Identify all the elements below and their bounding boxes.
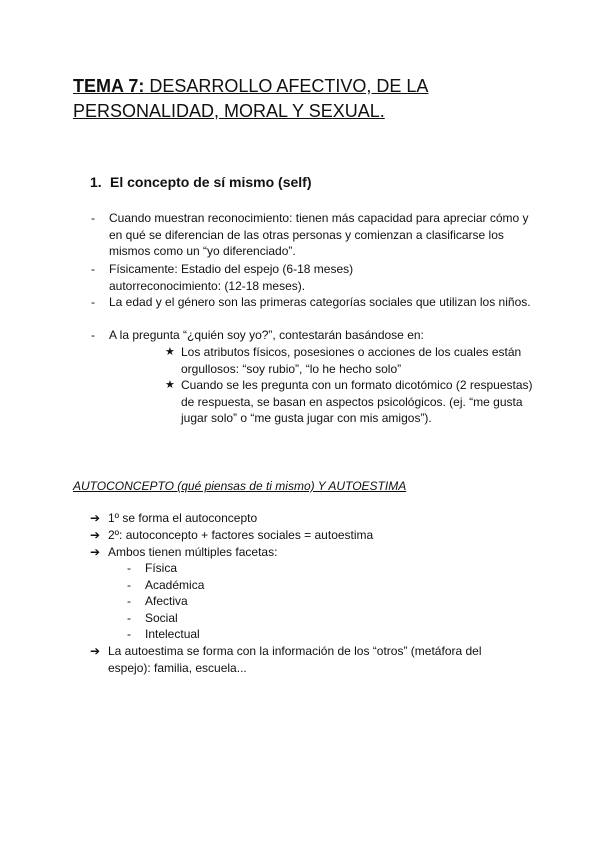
- list-item-text: Físicamente: Estadio del espejo (6-18 meses) autorreconocimiento: (12-18 meses).: [109, 262, 354, 293]
- dash-bullet: -: [91, 262, 95, 276]
- list-item-text: 1º se forma el autoconcepto: [108, 511, 258, 525]
- dash-bullet: -: [91, 328, 95, 342]
- dash-bullet: -: [127, 594, 131, 608]
- section-number: 1.: [90, 174, 102, 190]
- dash-bullet: -: [127, 561, 131, 575]
- list-item: [91, 210, 541, 260]
- title-text: DESARROLLO AFECTIVO, DE LA PERSONALIDAD, MORAL Y SEXUAL.: [73, 76, 429, 121]
- list-item-text: Ambos tienen múltiples facetas:: [108, 545, 278, 559]
- star-bullet-icon: ★: [165, 346, 175, 358]
- list-item-text: Los atributos físicos, posesiones o acciones de los cuales están orgullosos: “soy rubio”, “lo he hecho solo”: [181, 345, 522, 376]
- list-item: [91, 327, 541, 344]
- list-item-text: A la pregunta “¿quién soy yo?”, contestarán basándose en:: [109, 328, 424, 342]
- list-item: [90, 527, 510, 544]
- dash-bullet: -: [91, 295, 95, 309]
- list-item-text: Cuando muestran reconocimiento: tienen más capacidad para apreciar cómo y en qué se diferencian de las otras personas y comienzan a clasificarse los mismos como un “yo diferenciado”.: [109, 211, 529, 258]
- title-prefix: TEMA 7:: [73, 76, 145, 96]
- list-item-text: Cuando se les pregunta con un formato dicotómico (2 respuestas) de respuesta, se basan en aspectos psicológicos. (ej. “me gusta jugar solo” o “me gusta jugar con mis amigos”).: [181, 378, 533, 425]
- list-item: [165, 377, 535, 427]
- facet-label: Física: [145, 561, 178, 575]
- page-title: [73, 74, 533, 124]
- list-item: [165, 344, 535, 377]
- list-item-text: 2º: autoconcepto + factores sociales = autoestima: [108, 528, 374, 542]
- list-item: [91, 261, 391, 294]
- dash-bullet: -: [127, 611, 131, 625]
- arrow-bullet-icon: ➔: [90, 545, 101, 559]
- dash-bullet: -: [127, 627, 131, 641]
- dash-bullet: -: [127, 578, 131, 592]
- list-item: [90, 643, 510, 676]
- facet-label: Académica: [145, 578, 205, 592]
- list-item: [90, 544, 510, 561]
- list-item-text: La autoestima se forma con la información de los “otros” (metáfora del espejo): familia, escuela...: [108, 644, 482, 675]
- subsection-title: AUTOCONCEPTO (qué piensas de ti mismo) Y AUTOESTIMA: [73, 479, 407, 493]
- list-item: [127, 560, 327, 577]
- list-item: [127, 610, 327, 627]
- facet-label: Afectiva: [145, 594, 188, 608]
- facet-label: Intelectual: [145, 627, 200, 641]
- dash-bullet: -: [91, 211, 95, 225]
- list-item: [127, 577, 327, 594]
- section-heading: [90, 173, 312, 191]
- arrow-bullet-icon: ➔: [90, 644, 101, 658]
- list-item: [91, 294, 541, 311]
- list-item: [90, 510, 510, 527]
- facet-label: Social: [145, 611, 178, 625]
- arrow-bullet-icon: ➔: [90, 528, 101, 542]
- arrow-bullet-icon: ➔: [90, 511, 101, 525]
- list-item: [127, 626, 327, 643]
- star-bullet-icon: ★: [165, 379, 175, 391]
- list-item: [127, 593, 327, 610]
- list-item-text: La edad y el género son las primeras categorías sociales que utilizan los niños.: [109, 295, 531, 309]
- section-heading-text: El concepto de sí mismo (self): [110, 174, 312, 190]
